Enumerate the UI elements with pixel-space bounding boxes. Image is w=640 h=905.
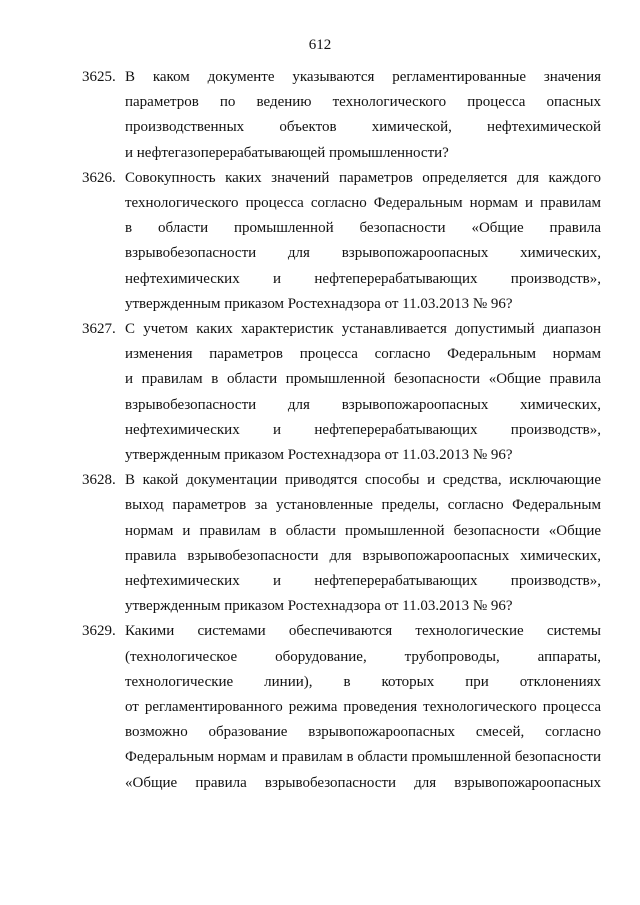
question-number: 3625. bbox=[82, 69, 116, 85]
question-line: нефтехимических и нефтеперерабатывающих производств», bbox=[125, 421, 601, 438]
question-number: 3626. bbox=[82, 169, 116, 186]
question-number: 3628. bbox=[82, 472, 116, 489]
question-line: Совокупность каких значений параметров определяется для каждого bbox=[125, 169, 601, 186]
question-number: 3629. bbox=[82, 623, 116, 640]
question-item bbox=[82, 619, 601, 795]
question-line: и нефтегазоперерабатывающей промышленности? bbox=[125, 144, 449, 161]
question-text bbox=[125, 317, 601, 468]
question-line: от регламентированного режима проведения технологического процесса bbox=[125, 698, 601, 715]
question-line: взрывобезопасности для взрывопожароопасных химических, bbox=[125, 396, 601, 413]
question-line: нефтехимических и нефтеперерабатывающих производств», bbox=[125, 572, 601, 589]
question-line: технологического процесса согласно Федеральным нормам и правилам bbox=[125, 194, 601, 211]
question-line: В каком документе указываются регламентированные значения bbox=[125, 69, 601, 85]
question-line: взрывобезопасности для взрывопожароопасных химических, bbox=[125, 245, 601, 262]
question-line: «Общие правила взрывобезопасности для взрывопожароопасных bbox=[125, 774, 601, 791]
question-line: технологические линии), в которых при отклонениях bbox=[125, 673, 601, 690]
question-text bbox=[125, 65, 601, 166]
question-line: выход параметров за установленные пределы, согласно Федеральным bbox=[125, 497, 601, 514]
question-line: Федеральным нормам и правилам в области промышленной безопасности bbox=[125, 749, 601, 766]
question-line: В какой документации приводятся способы и средства, исключающие bbox=[125, 472, 601, 489]
question-line: производственных объектов химической, нефтехимической bbox=[125, 119, 601, 136]
page-number: 612 bbox=[308, 37, 332, 53]
question-line: Какими системами обеспечиваются технологические системы bbox=[125, 623, 601, 640]
question-line: нормам и правилам в области промышленной безопасности «Общие bbox=[125, 522, 601, 539]
question-line: утвержденным приказом Ростехнадзора от 11.03.2013 № 96? bbox=[125, 598, 513, 615]
question-text bbox=[125, 619, 601, 795]
question-text bbox=[125, 468, 601, 619]
question-line: утвержденным приказом Ростехнадзора от 11.03.2013 № 96? bbox=[125, 295, 513, 312]
question-text bbox=[125, 166, 601, 317]
question-line: нефтехимических и нефтеперерабатывающих производств», bbox=[125, 270, 601, 287]
question-line: параметров по ведению технологического процесса опасных bbox=[125, 94, 601, 111]
question-line: (технологическое оборудование, трубопроводы, аппараты, bbox=[125, 648, 601, 665]
question-line: изменения параметров процесса согласно Федеральным нормам bbox=[125, 346, 601, 363]
question-line: и правилам в области промышленной безопасности «Общие правила bbox=[125, 371, 601, 388]
question-item bbox=[82, 468, 601, 619]
question-line: С учетом каких характеристик устанавливается допустимый диапазон bbox=[125, 321, 601, 337]
question-line: утвержденным приказом Ростехнадзора от 11.03.2013 № 96? bbox=[125, 446, 513, 463]
question-number: 3627. bbox=[82, 321, 116, 337]
question-line: в области промышленной безопасности «Общие правила bbox=[125, 220, 601, 237]
question-item bbox=[82, 317, 601, 468]
question-item bbox=[82, 166, 601, 317]
question-line: возможно образование взрывопожароопасных смесей, согласно bbox=[125, 724, 601, 741]
question-line: правила взрывобезопасности для взрывопожароопасных химических, bbox=[125, 547, 601, 564]
question-item bbox=[82, 65, 601, 166]
